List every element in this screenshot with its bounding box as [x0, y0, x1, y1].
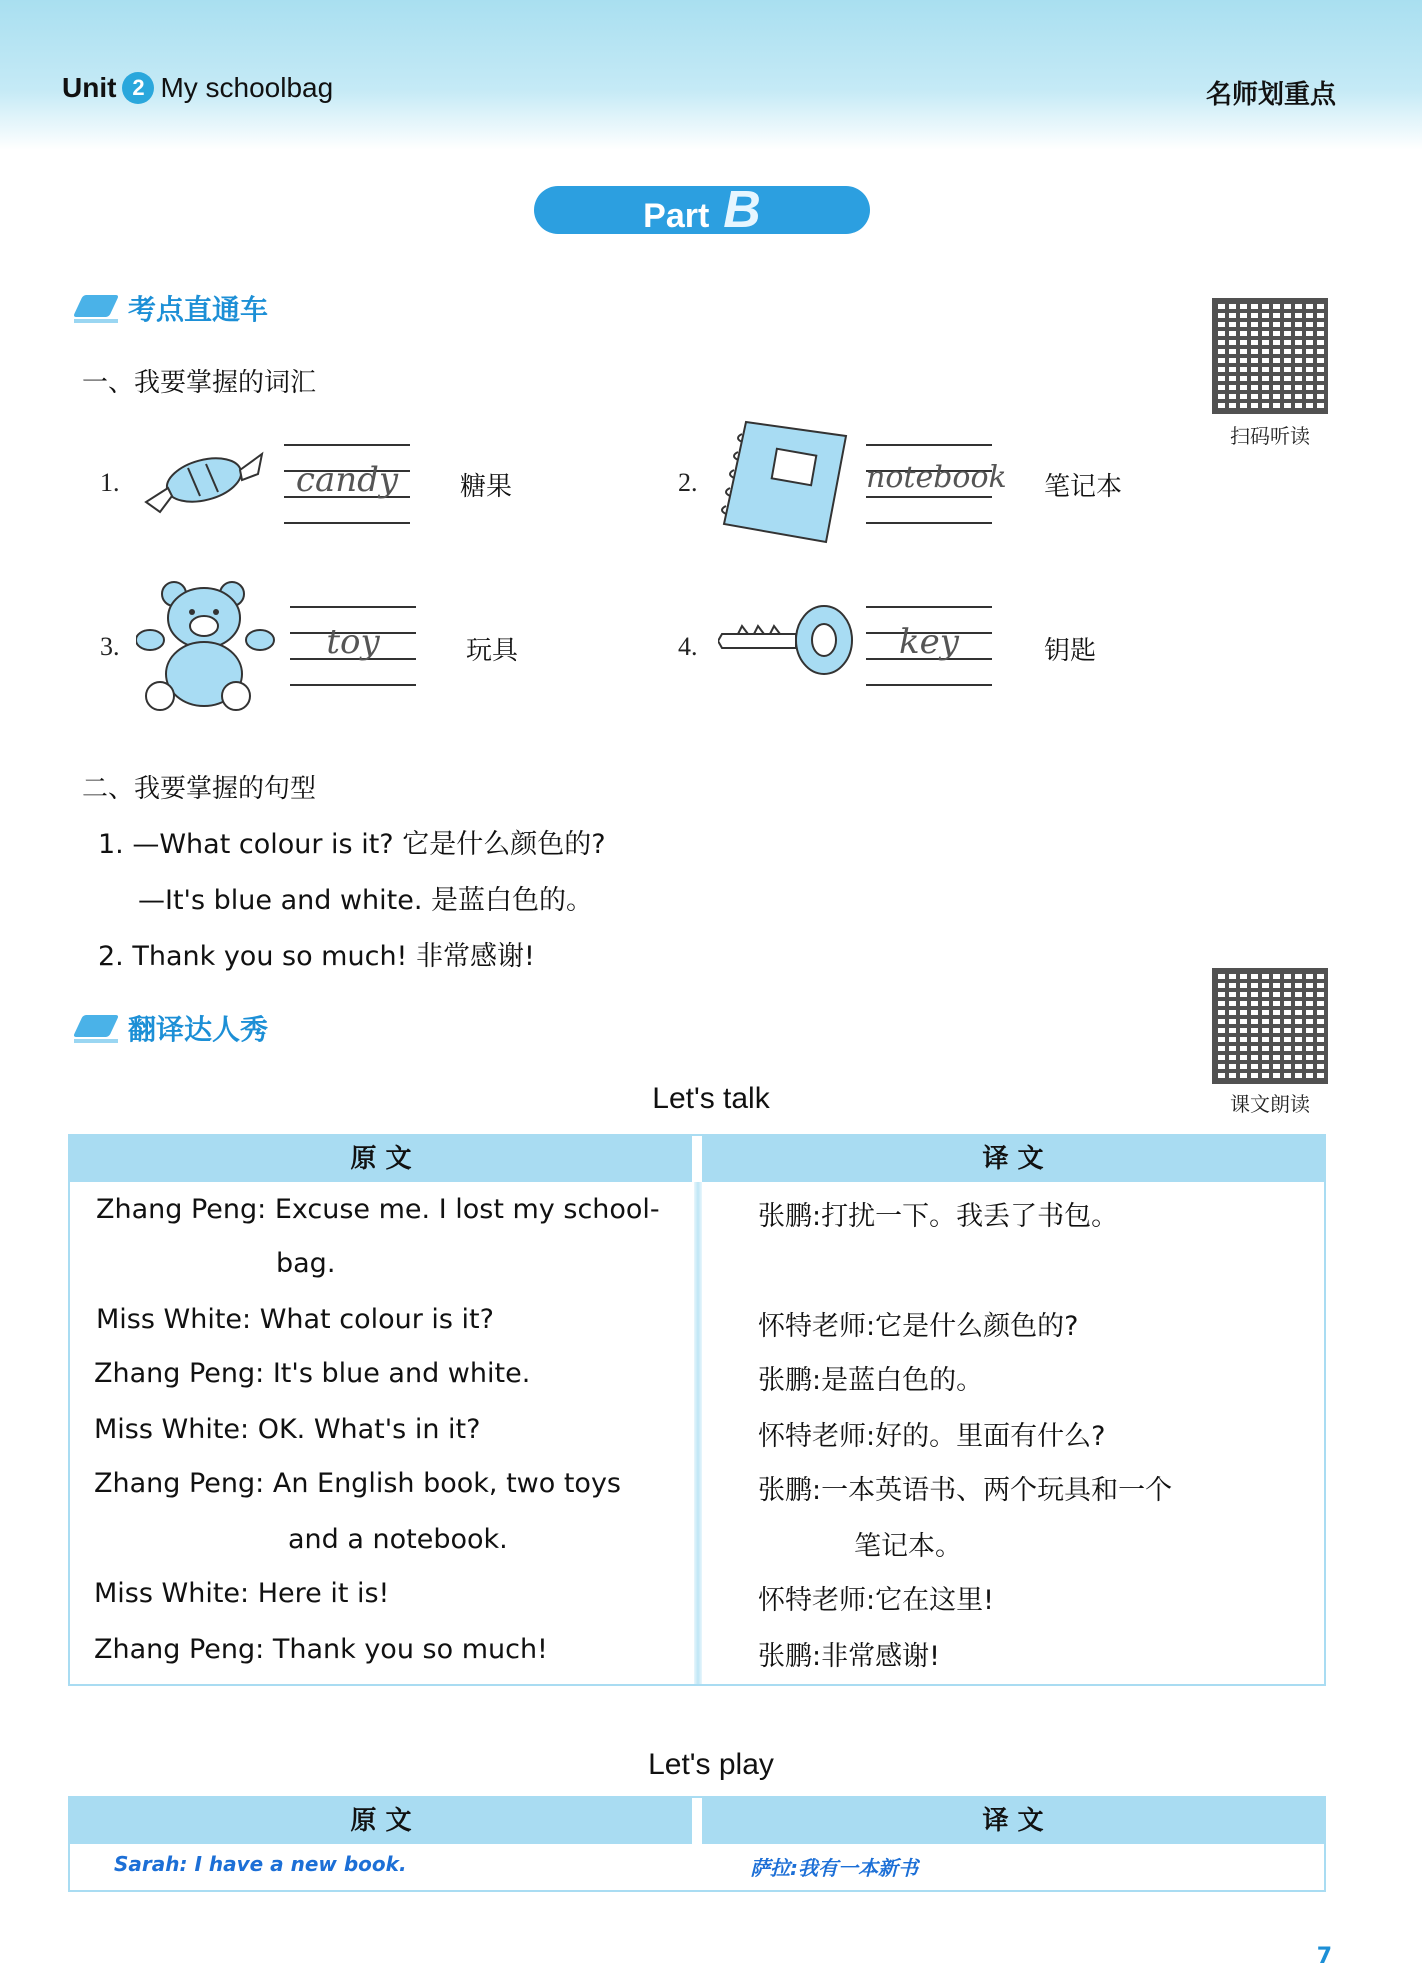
qr-label-listen: 扫码听读 [1230, 424, 1310, 448]
col-original-header: 原 文 [70, 1798, 692, 1844]
talk-zh-line: 张鹏:是蓝白色的。 [758, 1365, 984, 1396]
talk-table [68, 1134, 1326, 1686]
vocab-meaning: 玩具 [466, 636, 519, 666]
unit-number-badge: 2 [122, 72, 154, 104]
page-number: 7 [1316, 1944, 1332, 1969]
vocab-word: toy [326, 622, 380, 662]
qr-code-icon[interactable] [1212, 298, 1328, 414]
candy-icon [142, 440, 266, 520]
column-divider [694, 1182, 702, 1684]
talk-en-line: Zhang Peng: Thank you so much! [94, 1634, 548, 1665]
talk-en-line: Zhang Peng: An English book, two toys [94, 1468, 621, 1499]
talk-zh-line: 张鹏:打扰一下。我丢了书包。 [758, 1201, 1119, 1232]
vocab-heading: 一、我要掌握的词汇 [82, 368, 317, 398]
vocab-writing-lines [866, 444, 1007, 524]
table-header [70, 1798, 1324, 1844]
talk-en-line: Miss White: What colour is it? [96, 1304, 494, 1335]
col-translation-header: 译 文 [702, 1798, 1324, 1844]
qr-label-read-aloud: 课文朗读 [1230, 1092, 1310, 1116]
sentence-line: —It's blue and white. 是蓝白色的。 [138, 885, 594, 916]
talk-en-line: Miss White: Here it is! [94, 1578, 390, 1609]
vocab-number: 3. [100, 632, 120, 661]
vocab-meaning: 钥匙 [1044, 636, 1097, 666]
talk-zh-line: 张鹏:一本英语书、两个玩具和一个 [758, 1475, 1173, 1506]
vocab-word: key [899, 622, 959, 662]
talk-zh-line: 笔记本。 [854, 1531, 962, 1562]
qr-code-icon[interactable] [1212, 968, 1328, 1084]
part-label: Part [643, 197, 710, 235]
vocab-meaning: 糖果 [460, 472, 513, 502]
pen-icon [74, 291, 118, 325]
table-body [70, 1182, 1324, 1684]
part-banner [534, 181, 870, 239]
talk-en-line: Miss White: OK. What's in it? [94, 1414, 481, 1445]
unit-title [62, 72, 333, 104]
play-zh-line: 萨拉:我有一本新书 [750, 1856, 918, 1880]
key-icon [718, 600, 858, 680]
talk-en-line: Zhang Peng: It's blue and white. [94, 1358, 531, 1389]
pen-icon [74, 1011, 118, 1045]
play-table [68, 1796, 1326, 1892]
vocab-word: notebook [866, 460, 1007, 495]
sentence-heading: 二、我要掌握的句型 [82, 774, 317, 804]
vocab-writing-lines [866, 606, 992, 686]
vocab-word: candy [295, 460, 399, 500]
vocab-number: 2. [678, 468, 698, 497]
col-original-header: 原 文 [70, 1136, 692, 1182]
talk-en-line: bag. [276, 1248, 336, 1279]
teddy-bear-icon [136, 574, 276, 714]
vocab-writing-lines [284, 444, 410, 524]
unit-label: Unit [62, 72, 117, 103]
section-title-exam-points [74, 288, 268, 328]
talk-zh-line: 张鹏:非常感谢! [758, 1641, 940, 1672]
section-title-text: 翻译达人秀 [128, 1013, 269, 1046]
table-header [70, 1136, 1324, 1182]
talk-zh-line: 怀特老师:它在这里! [758, 1585, 994, 1616]
header-tag: 名师划重点 [1205, 80, 1336, 110]
sentence-line: 2. Thank you so much! 非常感谢! [98, 941, 535, 972]
unit-name: My schoolbag [160, 72, 334, 103]
talk-en-line: and a notebook. [288, 1524, 508, 1555]
vocab-number: 4. [678, 632, 698, 661]
talk-zh-line: 怀特老师:它是什么颜色的? [758, 1311, 1079, 1342]
talk-zh-line: 怀特老师:好的。里面有什么? [758, 1421, 1106, 1452]
vocab-meaning: 笔记本 [1044, 472, 1123, 502]
play-en-line: Sarah: I have a new book. [114, 1852, 407, 1876]
part-letter: B [723, 181, 761, 239]
section-title-text: 考点直通车 [128, 293, 269, 326]
talk-en-line: Zhang Peng: Excuse me. I lost my school- [96, 1194, 660, 1225]
table-body [70, 1844, 1324, 1890]
vocab-writing-lines [290, 606, 416, 686]
col-translation-header: 译 文 [702, 1136, 1324, 1182]
section-title-translation [74, 1008, 268, 1048]
talk-caption: Let's talk [652, 1082, 770, 1115]
notebook-icon [716, 412, 854, 550]
vocab-number: 1. [100, 468, 120, 497]
play-caption: Let's play [648, 1748, 774, 1781]
sentence-line: 1. —What colour is it? 它是什么颜色的? [98, 829, 606, 860]
